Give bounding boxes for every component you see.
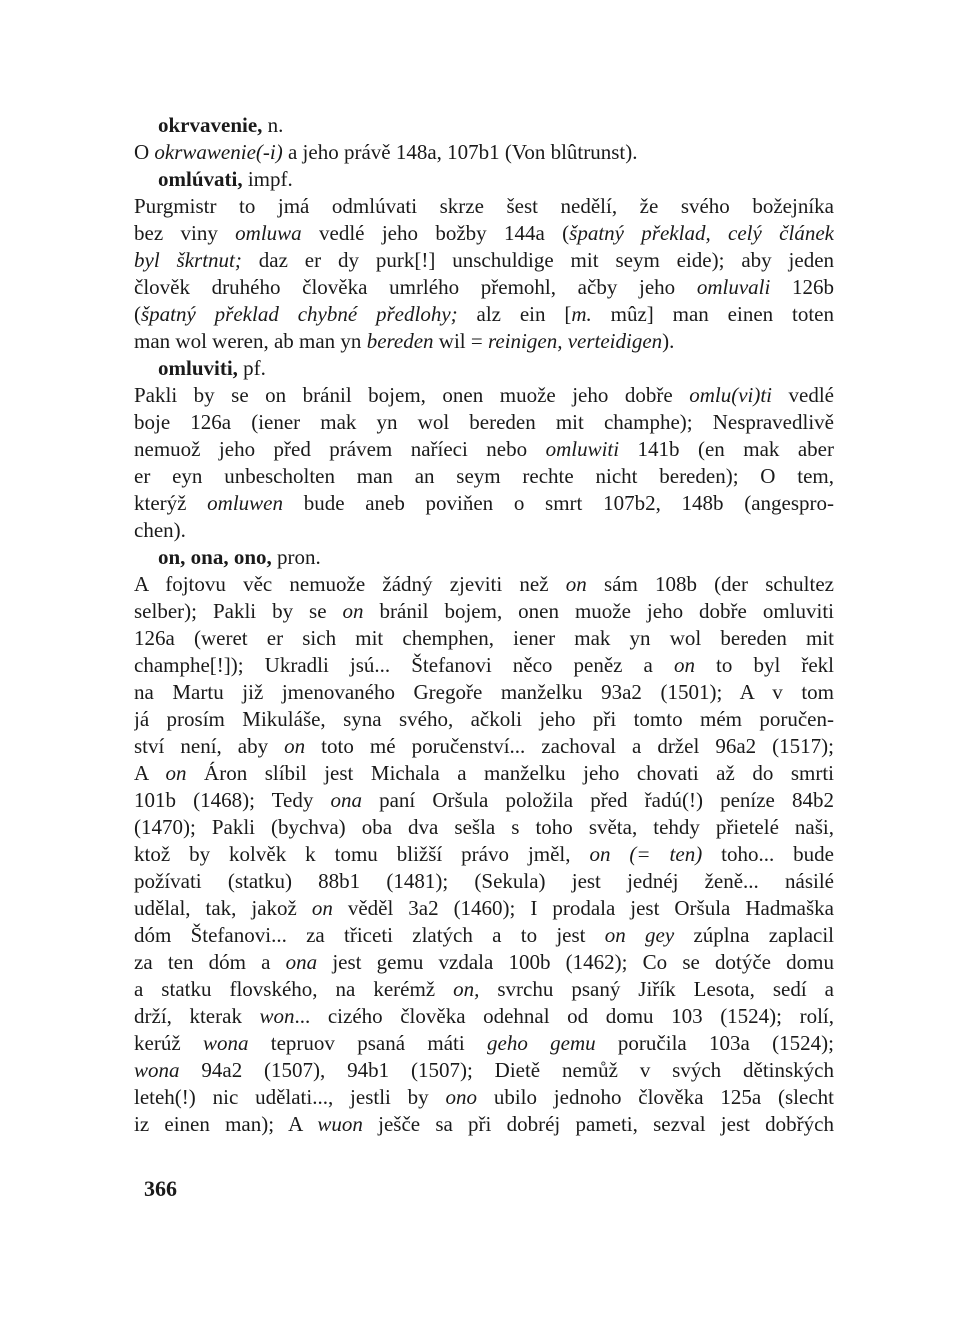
entry-headword-line bbox=[134, 166, 834, 193]
headword: omlúvati, bbox=[158, 167, 243, 191]
text-line bbox=[134, 1057, 834, 1084]
text-segment: n. bbox=[262, 113, 284, 137]
italic-text: byl škrtnut; bbox=[134, 248, 242, 272]
italic-text: on (= ten) bbox=[589, 842, 703, 866]
text-segment: vedlé jeho božby 144a ( bbox=[301, 221, 570, 245]
text-line bbox=[134, 1003, 834, 1030]
text-segment: zúplna zaplacil bbox=[674, 923, 834, 947]
text-segment: vedlé bbox=[772, 383, 834, 407]
italic-text: okrwawenie(-i) bbox=[154, 140, 283, 164]
text-line bbox=[134, 1030, 834, 1057]
italic-text: ono bbox=[445, 1085, 477, 1109]
text-segment: O bbox=[134, 140, 155, 164]
text-segment: daz er dy purk[!] unschuldige mit seym eide); aby jeden bbox=[241, 248, 834, 272]
italic-text: ona bbox=[330, 788, 362, 812]
text-segment: 141b (en mak aber bbox=[619, 437, 834, 461]
text-segment: 101b (1468); Tedy bbox=[134, 788, 331, 812]
text-segment: Pakli by se on bránil bojem, onen muože jeho dobře bbox=[134, 383, 690, 407]
text-line bbox=[134, 571, 834, 598]
italic-text: on bbox=[165, 761, 187, 785]
text-segment: champhe[!]); Ukradli jsú... Štefanovi něco peněz a bbox=[134, 653, 674, 677]
text-line bbox=[134, 706, 834, 733]
text-segment: věděl 3a2 (1460); I prodala jest Oršula Hadmaška bbox=[332, 896, 834, 920]
text-segment: pron. bbox=[271, 545, 321, 569]
italic-text: wona bbox=[134, 1058, 180, 1082]
text-line bbox=[134, 598, 834, 625]
italic-text: on bbox=[342, 599, 364, 623]
text-segment: a statku flovského, na kerémž bbox=[134, 977, 454, 1001]
text-segment: 126b bbox=[770, 275, 834, 299]
italic-text: reinigen, verteidigen bbox=[487, 329, 663, 353]
text-line bbox=[134, 274, 834, 301]
italic-text: špatný překlad, celý článek bbox=[569, 221, 834, 245]
text-segment: na Martu již jmenovaného Gregoře manželku 93a2 (1501); A v tom bbox=[134, 680, 834, 704]
text-line bbox=[134, 949, 834, 976]
italic-text: won bbox=[259, 1004, 295, 1028]
italic-text: wuon bbox=[317, 1112, 363, 1136]
text-segment: er eyn unbescholten man an seym rechte nicht bereden); O tem, bbox=[134, 464, 834, 488]
text-line bbox=[134, 976, 834, 1003]
text-segment: 126a (weret er sich mit chemphen, iener mak yn wol bereden mit bbox=[134, 626, 834, 650]
text-line bbox=[134, 1111, 834, 1138]
italic-text: omluwen bbox=[207, 491, 283, 515]
italic-text: omluwa bbox=[235, 221, 302, 245]
text-line bbox=[134, 625, 834, 652]
text-line bbox=[134, 301, 834, 328]
text-segment: ješče sa při dobréj pameti, sezval jest dobřých bbox=[362, 1112, 834, 1136]
text-segment: mûz] man einen toten bbox=[591, 302, 834, 326]
italic-text: on, bbox=[453, 977, 480, 1001]
headword: omluviti, bbox=[158, 356, 238, 380]
text-segment: leteh(!) nic udělati..., jestli by bbox=[134, 1085, 446, 1109]
text-line bbox=[134, 490, 834, 517]
italic-text: ona bbox=[285, 950, 318, 974]
text-line bbox=[134, 760, 834, 787]
text-segment: za ten dóm a bbox=[134, 950, 286, 974]
text-line bbox=[134, 787, 834, 814]
text-segment: ... cizého člověka odehnal od domu 103 (1524); rolí, bbox=[294, 1004, 834, 1028]
text-segment: ství není, aby bbox=[134, 734, 285, 758]
text-line bbox=[134, 328, 834, 355]
text-segment: ( bbox=[134, 302, 141, 326]
text-line bbox=[134, 1084, 834, 1111]
text-segment: ). bbox=[662, 329, 675, 353]
headword: on, ona, ono, bbox=[158, 545, 272, 569]
entry-headword-line bbox=[134, 544, 834, 571]
text-segment: toto mé poručenství... zachoval a držel 96a2 (1517); bbox=[305, 734, 834, 758]
text-line bbox=[134, 922, 834, 949]
page-number: 366 bbox=[144, 1176, 177, 1201]
text-segment: boje 126a (iener mak yn wol bereden mit champhe); Nespravedlivě bbox=[134, 410, 834, 434]
italic-text: omluwiti bbox=[545, 437, 620, 461]
text-segment: poručila 103a (1524); bbox=[595, 1031, 834, 1055]
italic-text: omluvali bbox=[696, 275, 771, 299]
italic-text: špatný překlad chybné předlohy; bbox=[141, 302, 458, 326]
text-line bbox=[134, 463, 834, 490]
text-segment: pf. bbox=[237, 356, 266, 380]
entry-headword-line bbox=[134, 112, 834, 139]
text-segment: (1470); Pakli (bychva) oba dva sešla s toho světa, tehdy přietelé naši, bbox=[134, 815, 834, 839]
text-line bbox=[134, 193, 834, 220]
text-segment: člověk druhého člověka umrlého přemohl, ačby jeho bbox=[134, 275, 697, 299]
text-segment: kerúž bbox=[134, 1031, 203, 1055]
entry-headword-line bbox=[134, 355, 834, 382]
text-segment: selber); Pakli by se bbox=[134, 599, 343, 623]
text-segment: bránil bojem, onen muože jeho dobře omluviti bbox=[363, 599, 834, 623]
text-segment: wil = bbox=[433, 329, 488, 353]
italic-text: omlu(vi)ti bbox=[689, 383, 773, 407]
text-segment: Purgmistr to jmá odmlúvati skrze šest nedělí, že svého božejníka bbox=[134, 194, 834, 218]
text-segment: ubilo jednoho člověka 125a (slecht bbox=[477, 1085, 834, 1109]
text-segment: bude aneb poviňen o smrt 107b2, 148b (angespro- bbox=[283, 491, 834, 515]
text-segment: já prosím Mikuláše, syna svého, ačkoli jeho při tomto mém poručen- bbox=[134, 707, 834, 731]
italic-text: on gey bbox=[604, 923, 675, 947]
text-line bbox=[134, 139, 834, 166]
text-segment: A bbox=[134, 761, 166, 785]
text-segment: svrchu psaný Jiřík Lesota, sedí a bbox=[479, 977, 834, 1001]
text-segment: to byl řekl bbox=[694, 653, 834, 677]
text-segment: a jeho právě 148a, 107b1 (Von blûtrunst). bbox=[282, 140, 638, 164]
text-segment: paní Oršula položila před řadú(!) peníze 84b2 bbox=[361, 788, 834, 812]
text-segment: A fojtovu věc nemuože žádný zjeviti než bbox=[134, 572, 566, 596]
italic-text: geho gemu bbox=[487, 1031, 596, 1055]
text-segment: 94a2 (1507), 94b1 (1507); Dietě nemůž v svých dětinských bbox=[179, 1058, 834, 1082]
italic-text: wona bbox=[202, 1031, 249, 1055]
text-segment: drží, kterak bbox=[134, 1004, 260, 1028]
text-line bbox=[134, 652, 834, 679]
text-line bbox=[134, 409, 834, 436]
text-segment: jest gemu vzdala 100b (1462); Co se dotýče domu bbox=[317, 950, 834, 974]
headword: okrvavenie, bbox=[158, 113, 263, 137]
text-line bbox=[134, 868, 834, 895]
text-segment: impf. bbox=[242, 167, 293, 191]
italic-text: on bbox=[311, 896, 333, 920]
text-line bbox=[134, 382, 834, 409]
text-segment: sám 108b (der schultez bbox=[586, 572, 834, 596]
text-line bbox=[134, 247, 834, 274]
text-segment: chen). bbox=[134, 518, 186, 542]
text-segment: dóm Štefanovi... za třiceti zlatých a to jest bbox=[134, 923, 605, 947]
text-line bbox=[134, 679, 834, 706]
text-segment: bez viny bbox=[134, 221, 236, 245]
text-segment: nemuož jeho před právem naříeci nebo bbox=[134, 437, 546, 461]
italic-text: m. bbox=[571, 302, 592, 326]
italic-text: on bbox=[673, 653, 695, 677]
text-segment: iz einen man); A bbox=[134, 1112, 318, 1136]
dictionary-entries bbox=[134, 112, 834, 1138]
text-line bbox=[134, 517, 834, 544]
text-segment: požívati (statku) 88b1 (1481); (Sekula) jest jednéj ženě... násilé bbox=[134, 869, 834, 893]
text-line bbox=[134, 814, 834, 841]
text-line bbox=[134, 220, 834, 247]
text-line bbox=[134, 841, 834, 868]
italic-text: bereden bbox=[366, 329, 434, 353]
italic-text: on bbox=[284, 734, 306, 758]
text-segment: tepruov psaná máti bbox=[248, 1031, 487, 1055]
text-segment: alz ein [ bbox=[457, 302, 572, 326]
text-segment: udělal, tak, jakož bbox=[134, 896, 312, 920]
text-segment: ktož by kolvěk k tomu bližší právo jměl, bbox=[134, 842, 590, 866]
text-segment: kterýž bbox=[134, 491, 208, 515]
text-line bbox=[134, 733, 834, 760]
text-segment: man wol weren, ab man yn bbox=[134, 329, 367, 353]
italic-text: on bbox=[565, 572, 587, 596]
text-segment: toho... bude bbox=[702, 842, 834, 866]
text-line bbox=[134, 436, 834, 463]
text-segment: Áron slíbil jest Michala a manželku jeho chovati až do smrti bbox=[186, 761, 834, 785]
text-line bbox=[134, 895, 834, 922]
